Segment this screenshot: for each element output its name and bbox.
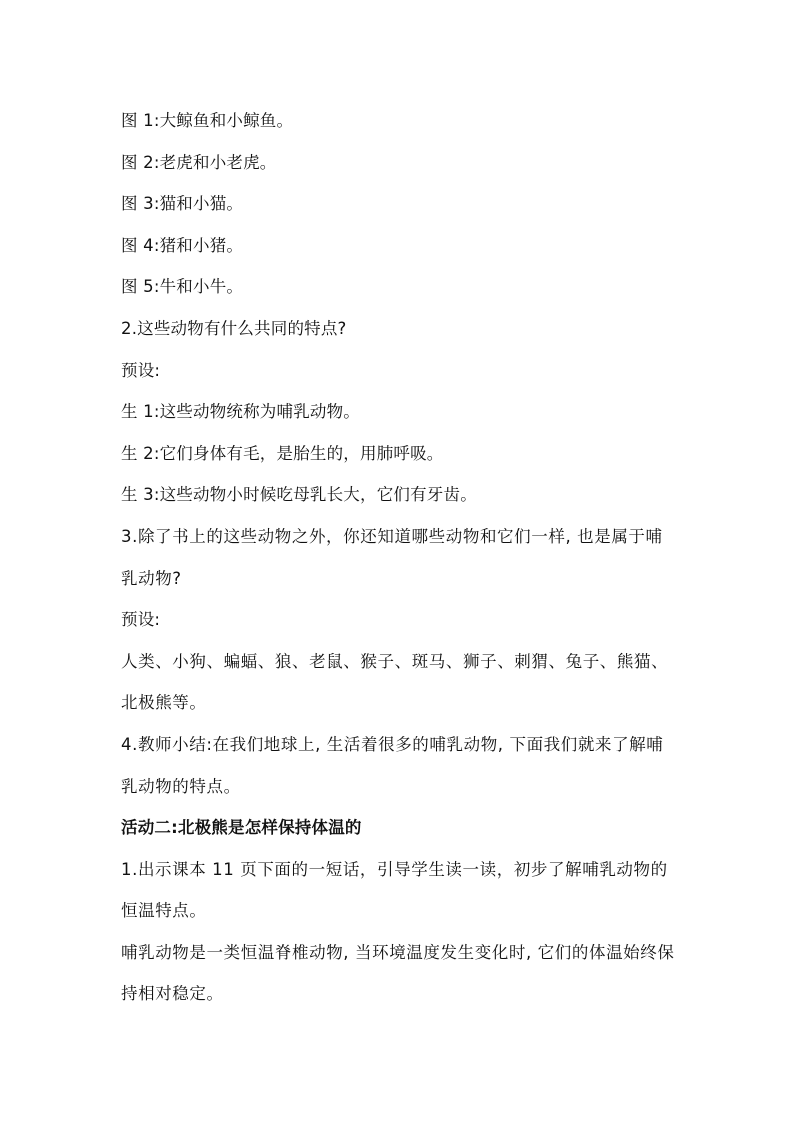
figure-caption-5: 图 5:牛和小牛。	[121, 277, 244, 297]
question-3: 3.除了书上的这些动物之外，你还知道哪些动物和它们一样, 也是属于哺乳动物?	[121, 526, 663, 588]
activity-2-step-1: 1.出示课本 11 页下面的一短话，引导学生读一读，初步了解哺乳动物的恒温特点。	[121, 859, 668, 921]
student-answer-2: 生 2:它们身体有毛，是胎生的，用肺呼吸。	[121, 443, 444, 463]
figure-caption-1: 图 1:大鲸鱼和小鲸鱼。	[121, 111, 294, 130]
animal-list: 人类、小狗、蝙蝠、狼、老鼠、猴子、斑马、狮子、刺猬、兔子、熊猫、北极熊等。	[121, 651, 669, 713]
document-page	[121, 100, 677, 1015]
student-answer-3: 生 3:这些动物小时候吃母乳长大，它们有牙齿。	[121, 485, 477, 505]
teacher-summary: 4.教师小结:在我们地球上, 生活着很多的哺乳动物, 下面我们就来了解哺乳动物的特点。	[121, 734, 664, 796]
figure-caption-3: 图 3:猫和小猫。	[121, 194, 244, 214]
activity-2-heading: 活动二:北极熊是怎样保持体温的	[121, 818, 362, 838]
figure-caption-2: 图 2:老虎和小老虎。	[121, 152, 277, 172]
mammal-definition: 哺乳动物是一类恒温脊椎动物, 当环境温度发生变化时, 它们的体温始终保持相对稳定。	[121, 942, 675, 1004]
preset-label: 预设:	[121, 610, 161, 630]
preset-label: 预设:	[121, 360, 161, 380]
student-answer-1: 生 1:这些动物统称为哺乳动物。	[121, 402, 361, 422]
figure-caption-4: 图 4:猪和小猪。	[121, 235, 244, 255]
question-2: 2.这些动物有什么共同的特点?	[121, 318, 347, 338]
